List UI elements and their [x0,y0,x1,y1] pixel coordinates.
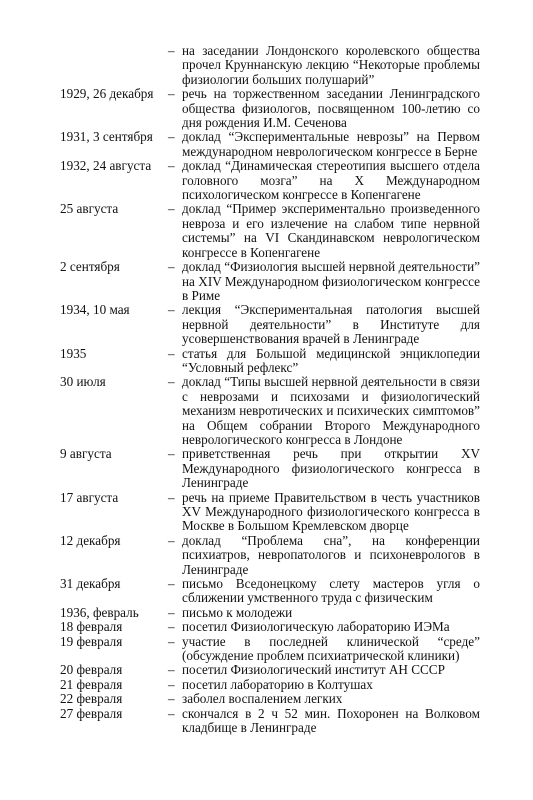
entry-text: скончался в 2 ч 52 мин. Похоронен на Волковом кладбище в Ленинграде [182,705,480,736]
entry-dash: – [168,201,175,217]
entry-dash: – [168,489,175,505]
list-item [60,692,480,706]
entry-date: 1932, 24 августа [60,158,152,174]
list-item [60,44,480,87]
entry-dash: – [168,158,175,174]
list-item [60,202,480,260]
entry-text: лекция “Экспериментальная патология высшей нервной деятельности” в Институте для усовершенствования врачей в Ленинграде [182,302,480,347]
entry-text: приветственная речь при открытии XV Международного физиологического конгресса в Ленинграде [182,446,480,491]
entry-date: 17 августа [60,489,119,505]
entry-date: 30 июля [60,374,106,390]
entry-date: 19 февраля [60,633,123,649]
entry-dash: – [168,676,175,692]
entry-date: 1936, февраль [60,604,139,620]
entry-dash: – [168,604,175,620]
list-item [60,303,480,346]
entry-dash: – [168,576,175,592]
entry-text: письмо Вседонецкому слету мастеров угля о сближении умственного труда с физическим [182,576,480,606]
entry-dash: – [168,619,175,635]
entry-date: 1935 [60,345,87,361]
entry-text: статья для Большой медицинской энциклопедии “Условный рефлекс” [182,345,480,375]
entry-date: 1934, 10 мая [60,302,130,318]
list-item [60,678,480,692]
entry-text: участие в последней клинической “среде” (обсуждение проблем психиатрической клиники) [182,633,480,664]
entry-date: 21 февраля [60,676,123,692]
entry-text: доклад “Пример экспериментально произведенного невроза и его излечение на слабом типе нервной системы” на VI Скандинавском неврологическом конгрессе в Копенгагене [182,201,480,260]
list-item [60,635,480,664]
entry-dash: – [168,446,175,462]
entry-text: речь на приеме Правительством в честь участников XV Международного физиологического конгресса в Москве в Большом Кремлевском дворце [182,489,480,534]
entry-text: на заседании Лондонского королевского общества прочел Круннанскую лекцию “Некоторые проблемы физиологии больших полушарий” [182,43,480,87]
list-item [60,375,480,447]
entry-dash: – [168,43,175,58]
entry-text: посетил лабораторию в Колтушах [182,676,373,692]
entry-dash: – [168,705,175,721]
list-item [60,130,480,159]
list-item [60,159,480,202]
entry-dash: – [168,691,175,707]
entry-text: доклад “Экспериментальные неврозы” на Первом международном неврологическом конгрессе в Берне [182,129,480,159]
list-item [60,577,480,606]
entry-text: письмо к молодежи [182,604,293,620]
list-item [60,87,480,130]
entry-dash: – [168,374,175,390]
entry-date: 31 декабря [60,576,121,592]
entry-date: 2 сентября [60,259,120,275]
entry-dash: – [168,302,175,318]
list-item [60,491,480,534]
entry-text: посетил Физиологическую лабораторию ИЭМа [182,619,450,635]
entry-date: 27 февраля [60,705,123,721]
entry-text: заболел воспалением легких [182,691,343,707]
entry-dash: – [168,86,175,102]
entry-text: доклад “Проблема сна”, на конференции психиатров, невропатологов и психоневрологов в Ленинграде [182,532,480,577]
entry-text: доклад “Типы высшей нервной деятельности в связи с неврозами и психозами и физиологический механизм невротических и психических симптомов” на Общем собрании Второго Международного неврологического конгресса в Лондоне [182,374,480,447]
entry-date: 25 августа [60,201,119,217]
entry-dash: – [168,662,175,678]
list-item [60,447,480,490]
entry-date: 20 февраля [60,662,123,678]
list-item [60,606,480,620]
entry-date: 9 августа [60,446,112,462]
entry-dash: – [168,259,175,275]
entry-date: 22 февраля [60,691,123,707]
entry-text: речь на торжественном заседании Ленинградского общества физиологов, посвященном 100-летию со дня рождения И.М. Сеченова [182,86,480,131]
entry-date: 12 декабря [60,532,121,548]
entry-dash: – [168,633,175,649]
entry-date: 1929, 26 декабря [60,86,154,102]
chronology-list [60,44,480,736]
entry-text: посетил Физиологический институт АН СССР [182,662,445,678]
entry-dash: – [168,532,175,548]
entry-dash: – [168,345,175,361]
list-item [60,663,480,677]
list-item [60,260,480,303]
list-item [60,620,480,634]
entry-dash: – [168,129,175,145]
entry-date: 18 февраля [60,619,123,635]
entry-date: 1931, 3 сентября [60,129,153,145]
list-item [60,707,480,736]
entry-text: доклад “Динамическая стереотипия высшего отдела головного мозга” на X Международном психологическом конгрессе в Копенгагене [182,158,480,203]
entry-text: доклад “Физиология высшей нервной деятельности” на XIV Международном физиологическом конгрессе в Риме [182,259,480,303]
list-item [60,347,480,376]
list-item [60,534,480,577]
